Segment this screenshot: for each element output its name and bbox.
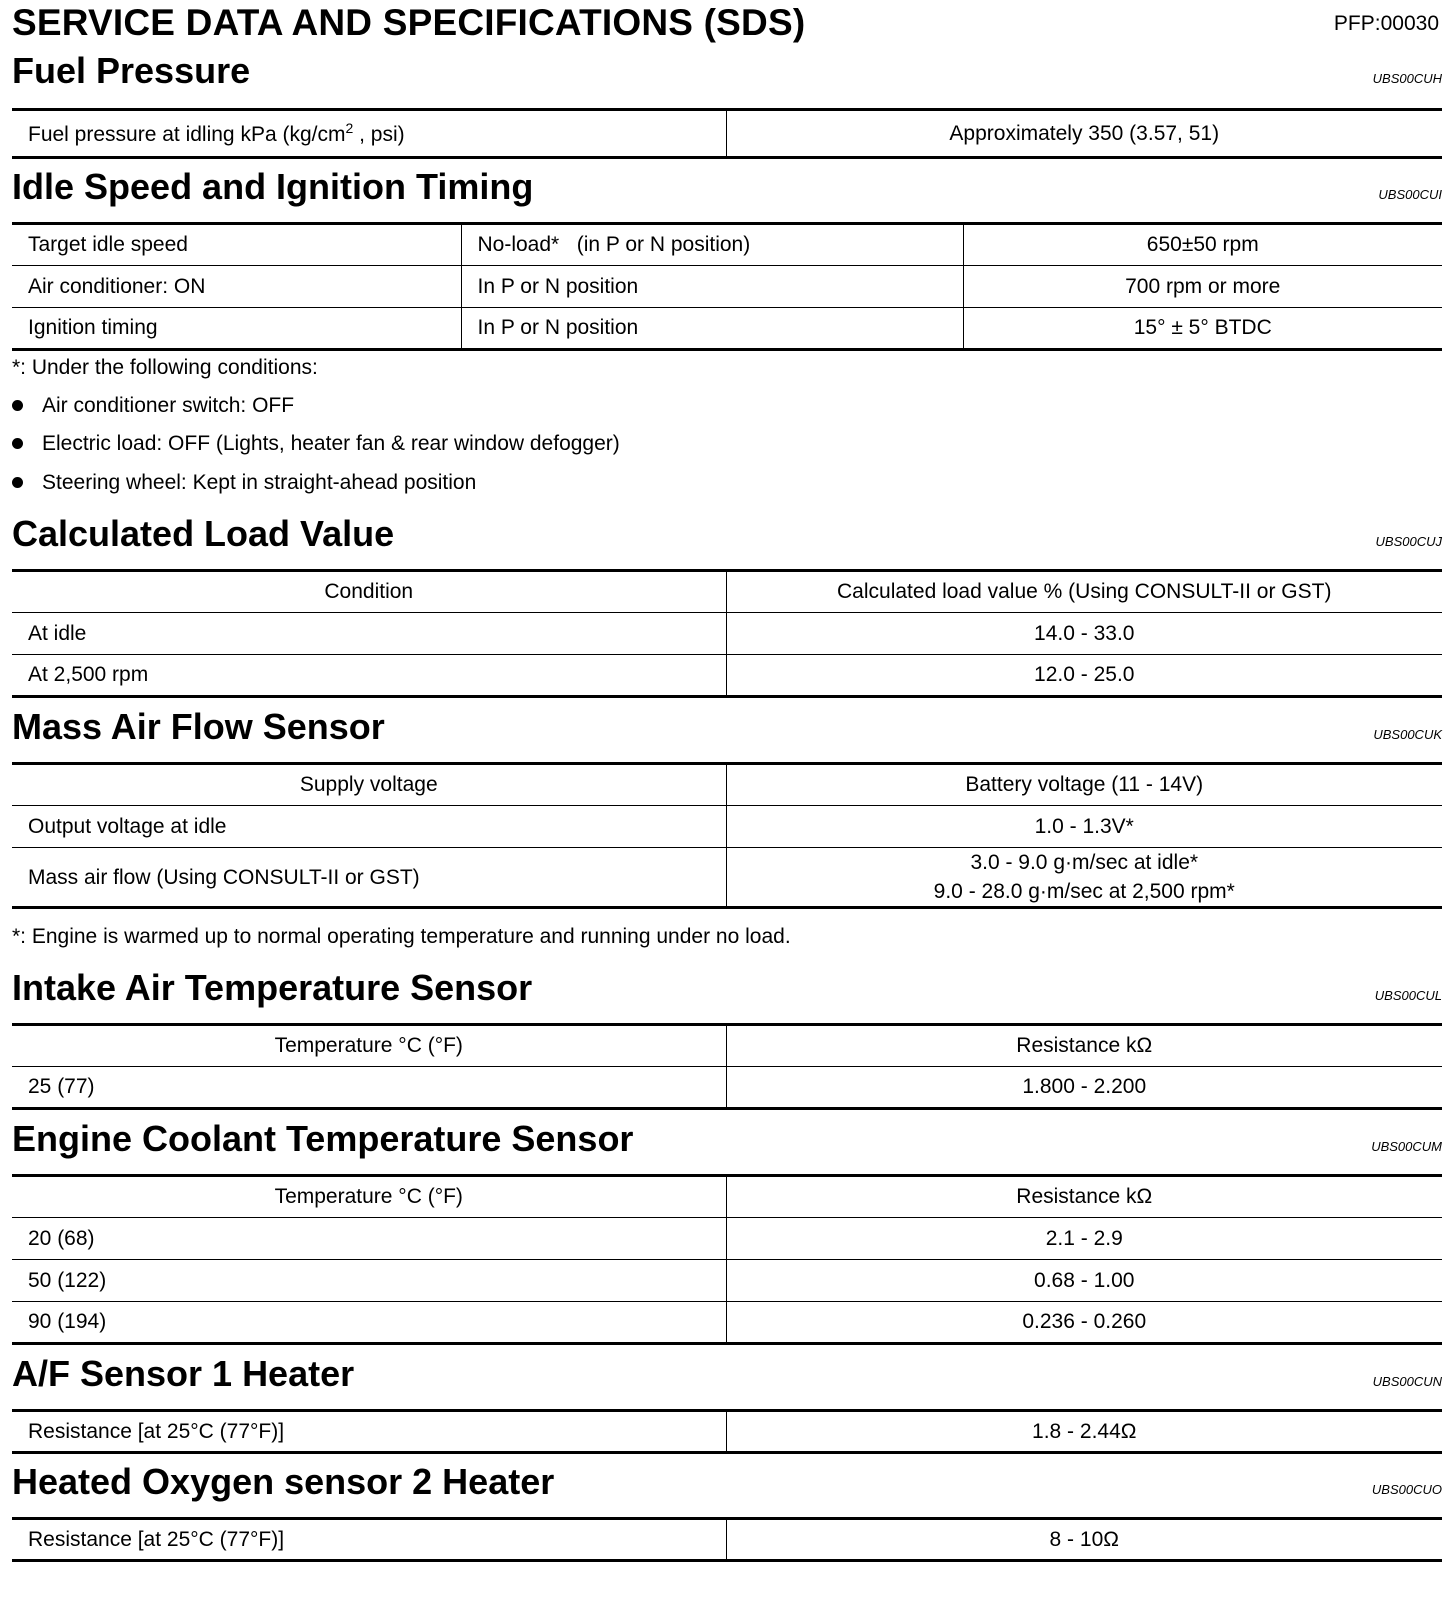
- section-title-ect: Engine Coolant Temperature Sensor: [12, 1118, 634, 1159]
- maf-value: 1.0 - 1.3V*: [726, 806, 1442, 848]
- bullet-icon: [12, 400, 23, 411]
- section-code-ho2s-heater: UBS00CUO: [1371, 1482, 1442, 1497]
- section-code-maf: UBS00CUK: [1373, 727, 1442, 742]
- table-row: [12, 1411, 1442, 1453]
- table-row: [12, 1260, 1442, 1302]
- column-header: Resistance kΩ: [726, 1176, 1442, 1218]
- section-title-af-heater: A/F Sensor 1 Heater: [12, 1353, 355, 1394]
- table-row: [12, 655, 1442, 697]
- column-header: Resistance kΩ: [726, 1025, 1442, 1067]
- bullet-icon: [12, 438, 23, 449]
- maf-label: Supply voltage: [299, 773, 438, 796]
- section-code-iat: UBS00CUL: [1374, 988, 1442, 1003]
- table-row: [12, 806, 1442, 848]
- list-item: Air conditioner switch: OFF: [12, 394, 294, 418]
- table-row: [12, 1519, 1442, 1561]
- section-title-maf: Mass Air Flow Sensor: [12, 706, 385, 747]
- af-heater-label: Resistance [at 25°C (77°F)]: [28, 1419, 285, 1443]
- table-calculated-load: [12, 569, 1442, 698]
- section-title-iat: Intake Air Temperature Sensor: [12, 967, 533, 1008]
- iat-temp: 25 (77): [12, 1067, 726, 1109]
- section-code-fuel-pressure: UBS00CUH: [1372, 71, 1442, 86]
- idle-note: *: Under the following conditions:: [12, 356, 318, 379]
- idle-value: 15° ± 5° BTDC: [963, 308, 1442, 350]
- fuel-pressure-value: Approximately 350 (3.57, 51): [726, 110, 1442, 158]
- table-header-row: [12, 1025, 1442, 1067]
- section-code-calculated-load: UBS00CUJ: [1375, 534, 1442, 549]
- table-row: [12, 848, 1442, 908]
- section-code-ect: UBS00CUM: [1371, 1139, 1442, 1154]
- table-fuel-pressure: [12, 108, 1442, 159]
- table-header-row: [12, 1176, 1442, 1218]
- section-code-af-heater: UBS00CUN: [1372, 1374, 1442, 1389]
- maf-value: 3.0 - 9.0 g·m/sec at idle* 9.0 - 28.0 g·m/sec at 2,500 rpm*: [726, 848, 1442, 908]
- table-ect: [12, 1174, 1442, 1345]
- section-title-idle-speed: Idle Speed and Ignition Timing: [12, 166, 534, 207]
- table-row: [12, 1067, 1442, 1109]
- ect-temp: 90 (194): [12, 1302, 726, 1344]
- idle-condition: No-load* (in P or N position): [461, 224, 963, 266]
- table-row: [12, 1302, 1442, 1344]
- column-header: Calculated load value % (Using CONSULT-II or GST): [726, 571, 1442, 613]
- fuel-pressure-label: Fuel pressure at idling kPa ($kg/cm^2$ , psi): [28, 120, 405, 146]
- load-value: 12.0 - 25.0: [726, 655, 1442, 697]
- table-idle-speed: [12, 222, 1442, 351]
- load-condition: At idle: [12, 613, 726, 655]
- page-code: PFP:00030: [1333, 12, 1439, 35]
- page-title: SERVICE DATA AND SPECIFICATIONS (SDS): [12, 2, 806, 43]
- ect-temp: 20 (68): [12, 1218, 726, 1260]
- table-af-heater: [12, 1409, 1442, 1454]
- table-row: [12, 224, 1442, 266]
- load-condition: At 2,500 rpm: [12, 655, 726, 697]
- ect-resistance: 2.1 - 2.9: [726, 1218, 1442, 1260]
- section-title-ho2s-heater: Heated Oxygen sensor 2 Heater: [12, 1461, 555, 1502]
- table-row: [12, 266, 1442, 308]
- section-title-calculated-load: Calculated Load Value: [12, 513, 395, 554]
- idle-item: Ignition timing: [12, 308, 461, 350]
- section-title-fuel-pressure: Fuel Pressure: [12, 50, 251, 91]
- idle-value: 700 rpm or more: [963, 266, 1442, 308]
- list-item: Electric load: OFF (Lights, heater fan & rear window defogger): [12, 432, 620, 456]
- idle-condition: In P or N position: [461, 266, 963, 308]
- table-ho2s-heater: [12, 1517, 1442, 1562]
- idle-value: 650±50 rpm: [963, 224, 1442, 266]
- list-item: Steering wheel: Kept in straight-ahead position: [12, 471, 476, 495]
- table-maf: [12, 762, 1442, 909]
- ho2s-heater-label: Resistance [at 25°C (77°F)]: [28, 1527, 285, 1551]
- af-heater-value: 1.8 - 2.44Ω: [726, 1411, 1442, 1453]
- iat-resistance: 1.800 - 2.200: [726, 1067, 1442, 1109]
- table-row: [12, 308, 1442, 350]
- table-iat: [12, 1023, 1442, 1110]
- maf-label: Output voltage at idle: [12, 806, 726, 848]
- load-value: 14.0 - 33.0: [726, 613, 1442, 655]
- bullet-icon: [12, 477, 23, 488]
- ho2s-heater-value: 8 - 10Ω: [726, 1519, 1442, 1561]
- ect-temp: 50 (122): [12, 1260, 726, 1302]
- table-row: [12, 764, 1442, 806]
- idle-condition: In P or N position: [461, 308, 963, 350]
- idle-item: Target idle speed: [28, 233, 188, 256]
- maf-note: *: Engine is warmed up to normal operating temperature and running under no load.: [12, 925, 791, 948]
- table-row: [12, 1218, 1442, 1260]
- maf-value: Battery voltage (11 - 14V): [726, 764, 1442, 806]
- column-header: Temperature °C (°F): [274, 1034, 463, 1057]
- section-code-idle-speed: UBS00CUI: [1378, 187, 1442, 202]
- maf-label: Mass air flow (Using CONSULT-II or GST): [12, 848, 726, 908]
- ect-resistance: 0.68 - 1.00: [726, 1260, 1442, 1302]
- idle-item: Air conditioner: ON: [12, 266, 461, 308]
- column-header: Temperature °C (°F): [274, 1185, 463, 1208]
- table-row: [12, 110, 1442, 158]
- table-row: [12, 613, 1442, 655]
- table-header-row: [12, 571, 1442, 613]
- column-header: Condition: [324, 580, 414, 603]
- ect-resistance: 0.236 - 0.260: [726, 1302, 1442, 1344]
